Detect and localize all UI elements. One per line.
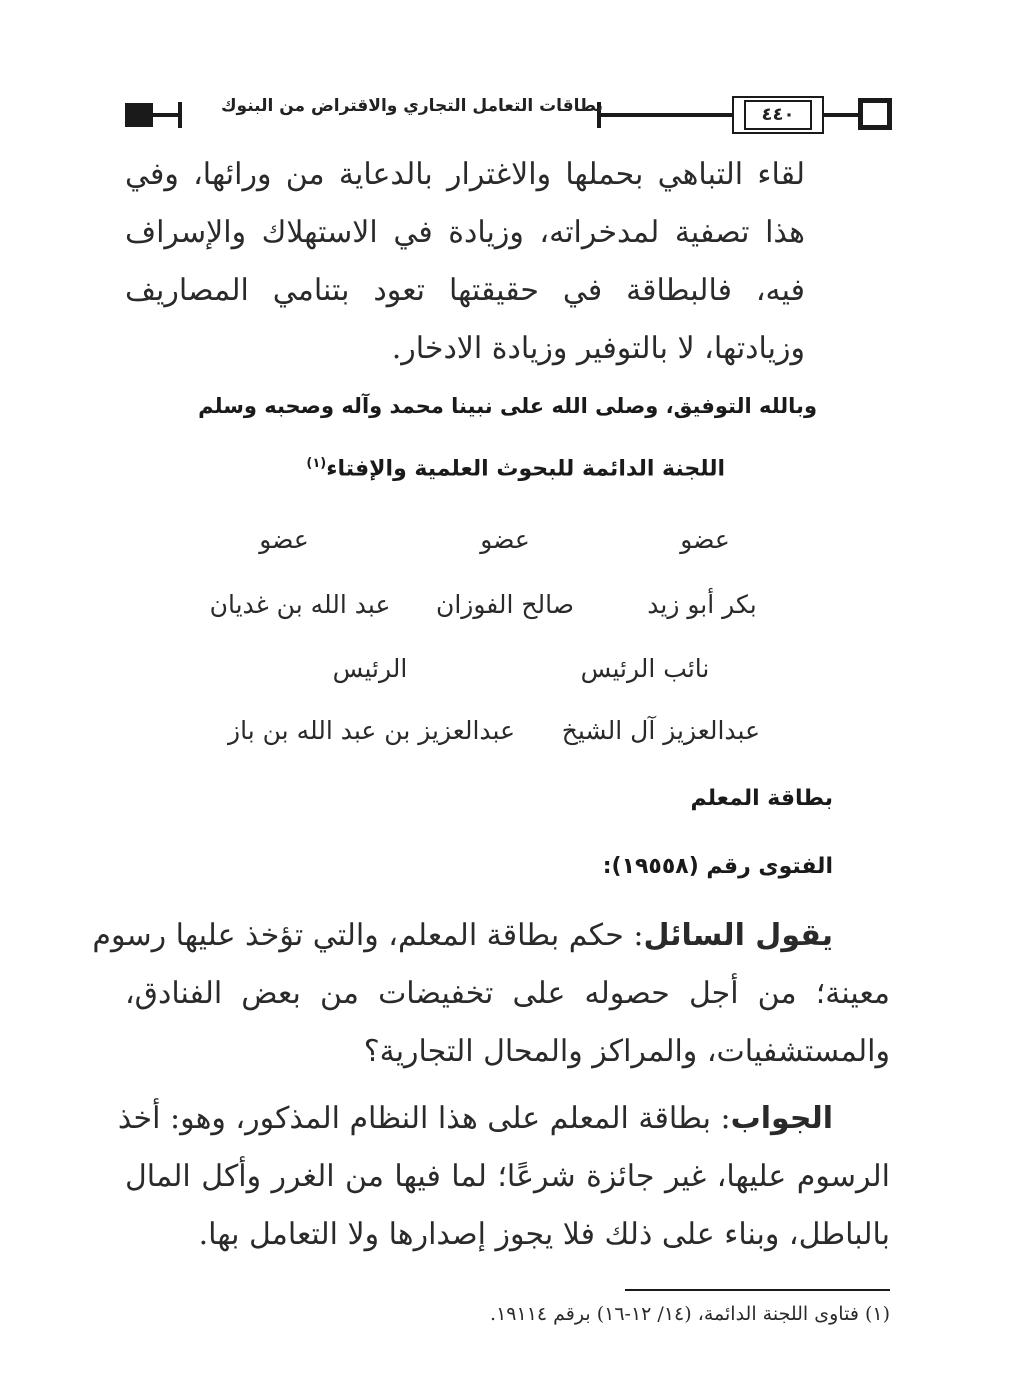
signatory-title: الرئيس (332, 654, 408, 683)
footnote-separator (625, 1289, 890, 1291)
header-rule (153, 113, 181, 117)
running-title: بطاقات التعامل التجاري والاقتراض من البنوك (220, 96, 603, 116)
signatory-name: عبدالعزيز آل الشيخ (561, 716, 760, 745)
body-line: هذا تصفية لمدخراته، وزيادة في الاستهلاك والإسراف (125, 215, 805, 250)
signatory-name: صالح الفوزان (435, 590, 575, 619)
signatory-name: عبدالعزيز بن عبد الله بن باز (228, 716, 515, 745)
footnote-marker: (١) (306, 456, 327, 471)
header-rule (824, 113, 860, 117)
fatwa-number: الفتوى رقم (١٩٥٥٨): (602, 854, 833, 879)
signatory-title: عضو (259, 525, 309, 554)
page-number: ٤٤٠ (761, 104, 795, 125)
header-tick (178, 102, 182, 128)
signatory-name: بكر أبو زيد (647, 590, 757, 619)
question-label: يقول السائل (643, 918, 833, 953)
question-line: والمستشفيات، والمراكز والمحال التجارية؟ (363, 1034, 890, 1069)
section-title: بطاقة المعلم (690, 786, 833, 811)
answer-line: بالباطل، وبناء على ذلك فلا يجوز إصدارها ولا التعامل بها. (198, 1217, 890, 1252)
answer-line: الرسوم عليها، غير جائزة شرعًا؛ لما فيها من الغرر وأكل المال (125, 1159, 890, 1194)
question-line: يقول السائل: حكم بطاقة المعلم، والتي تؤخذ عليها رسوم (92, 918, 833, 953)
committee-name: اللجنة الدائمة للبحوث العلمية والإفتاء$^{(١)}$ (306, 456, 725, 482)
signatory-name: عبد الله بن غديان (209, 590, 391, 619)
header-ornament-box (858, 98, 892, 130)
answer-line: الجواب: بطاقة المعلم على هذا النظام المذكور، وهو: أخذ (117, 1101, 833, 1136)
answer-label: الجواب (730, 1101, 833, 1136)
header-rule (597, 113, 734, 117)
signatory-title: عضو (480, 525, 530, 554)
signatory-title: عضو (680, 525, 730, 554)
signatory-title: نائب الرئيس (580, 654, 710, 683)
header-ornament-block (125, 103, 153, 127)
footnote: (١) فتاوى اللجنة الدائمة، (١٤/ ١٢-١٦) برقم ١٩١١٤. (490, 1303, 890, 1325)
body-line: وزيادتها، لا بالتوفير وزيادة الادخار. (391, 331, 805, 366)
body-line: فيه، فالبطاقة في حقيقتها تعود بتنامي المصاريف (125, 273, 805, 308)
closing-prayer: وبالله التوفيق، وصلى الله على نبينا محمد وآله وصحبه وسلم (198, 394, 817, 418)
question-line: معينة؛ من أجل حصوله على تخفيضات من بعض الفنادق، (125, 976, 890, 1011)
body-line: لقاء التباهي بحملها والاغترار بالدعاية من ورائها، وفي (125, 157, 805, 192)
